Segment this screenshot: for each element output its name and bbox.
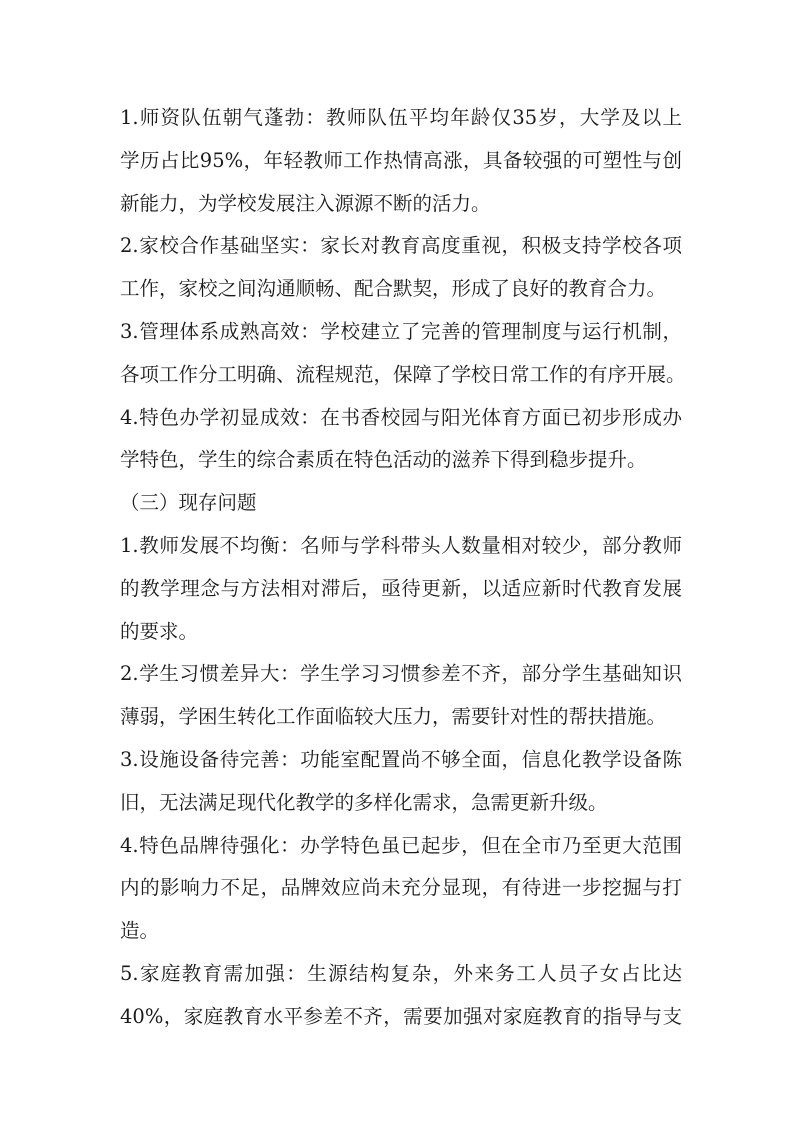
text-line: 造。 bbox=[120, 919, 160, 943]
section-heading bbox=[120, 482, 682, 525]
text-line: 3.设施设备待完善：功能室配置尚不够全面，信息化教学设备陈 bbox=[120, 747, 682, 771]
paragraph bbox=[120, 311, 686, 397]
text-line: 的要求。 bbox=[120, 619, 199, 643]
text-line: 学历占比95%，年轻教师工作热情高涨，具备较强的可塑性与创 bbox=[120, 148, 682, 172]
paragraph bbox=[120, 653, 682, 739]
paragraph bbox=[120, 225, 682, 311]
text-line: 40%，家庭教育水平参差不齐，需要加强对家庭教育的指导与支 bbox=[120, 1004, 682, 1028]
paragraph bbox=[120, 97, 682, 225]
text-line: 2.家校合作基础坚实：家长对教育高度重视，积极支持学校各项 bbox=[120, 234, 682, 258]
text-line: 3.管理体系成熟高效：学校建立了完善的管理制度与运行机制， bbox=[120, 319, 682, 343]
text-line: 旧，无法满足现代化教学的多样化需求，急需更新升级。 bbox=[120, 790, 608, 814]
paragraph bbox=[120, 525, 682, 653]
paragraph bbox=[120, 825, 682, 953]
paragraph bbox=[120, 739, 682, 825]
text-line: 1.师资队伍朝气蓬勃：教师队伍平均年龄仅35岁，大学及以上 bbox=[120, 106, 682, 129]
text-line: 2.学生习惯差异大：学生学习习惯参差不齐，部分学生基础知识 bbox=[120, 662, 682, 686]
document-body bbox=[120, 97, 686, 1039]
text-line: 的教学理念与方法相对滞后，亟待更新，以适应新时代教育发展 bbox=[120, 576, 682, 600]
paragraph bbox=[120, 953, 682, 1039]
text-line: 新能力，为学校发展注入源源不断的活力。 bbox=[120, 191, 491, 215]
text-line: （三）现存问题 bbox=[120, 491, 257, 515]
text-line: 4.特色办学初显成效：在书香校园与阳光体育方面已初步形成办 bbox=[120, 405, 682, 429]
text-line: 工作，家校之间沟通顺畅、配合默契，形成了良好的教育合力。 bbox=[120, 277, 667, 301]
text-line: 4.特色品牌待强化：办学特色虽已起步，但在全市乃至更大范围 bbox=[120, 833, 682, 857]
text-line: 各项工作分工明确、流程规范，保障了学校日常工作的有序开展。 bbox=[120, 362, 686, 386]
text-line: 学特色，学生的综合素质在特色活动的滋养下得到稳步提升。 bbox=[120, 448, 647, 472]
text-line: 5.家庭教育需加强：生源结构复杂，外来务工人员子女占比达 bbox=[120, 961, 682, 985]
text-line: 1.教师发展不均衡：名师与学科带头人数量相对较少，部分教师 bbox=[120, 533, 682, 557]
text-line: 内的影响力不足，品牌效应尚未充分显现，有待进一步挖掘与打 bbox=[120, 876, 682, 900]
paragraph bbox=[120, 397, 682, 483]
text-line: 薄弱，学困生转化工作面临较大压力，需要针对性的帮扶措施。 bbox=[120, 705, 667, 729]
